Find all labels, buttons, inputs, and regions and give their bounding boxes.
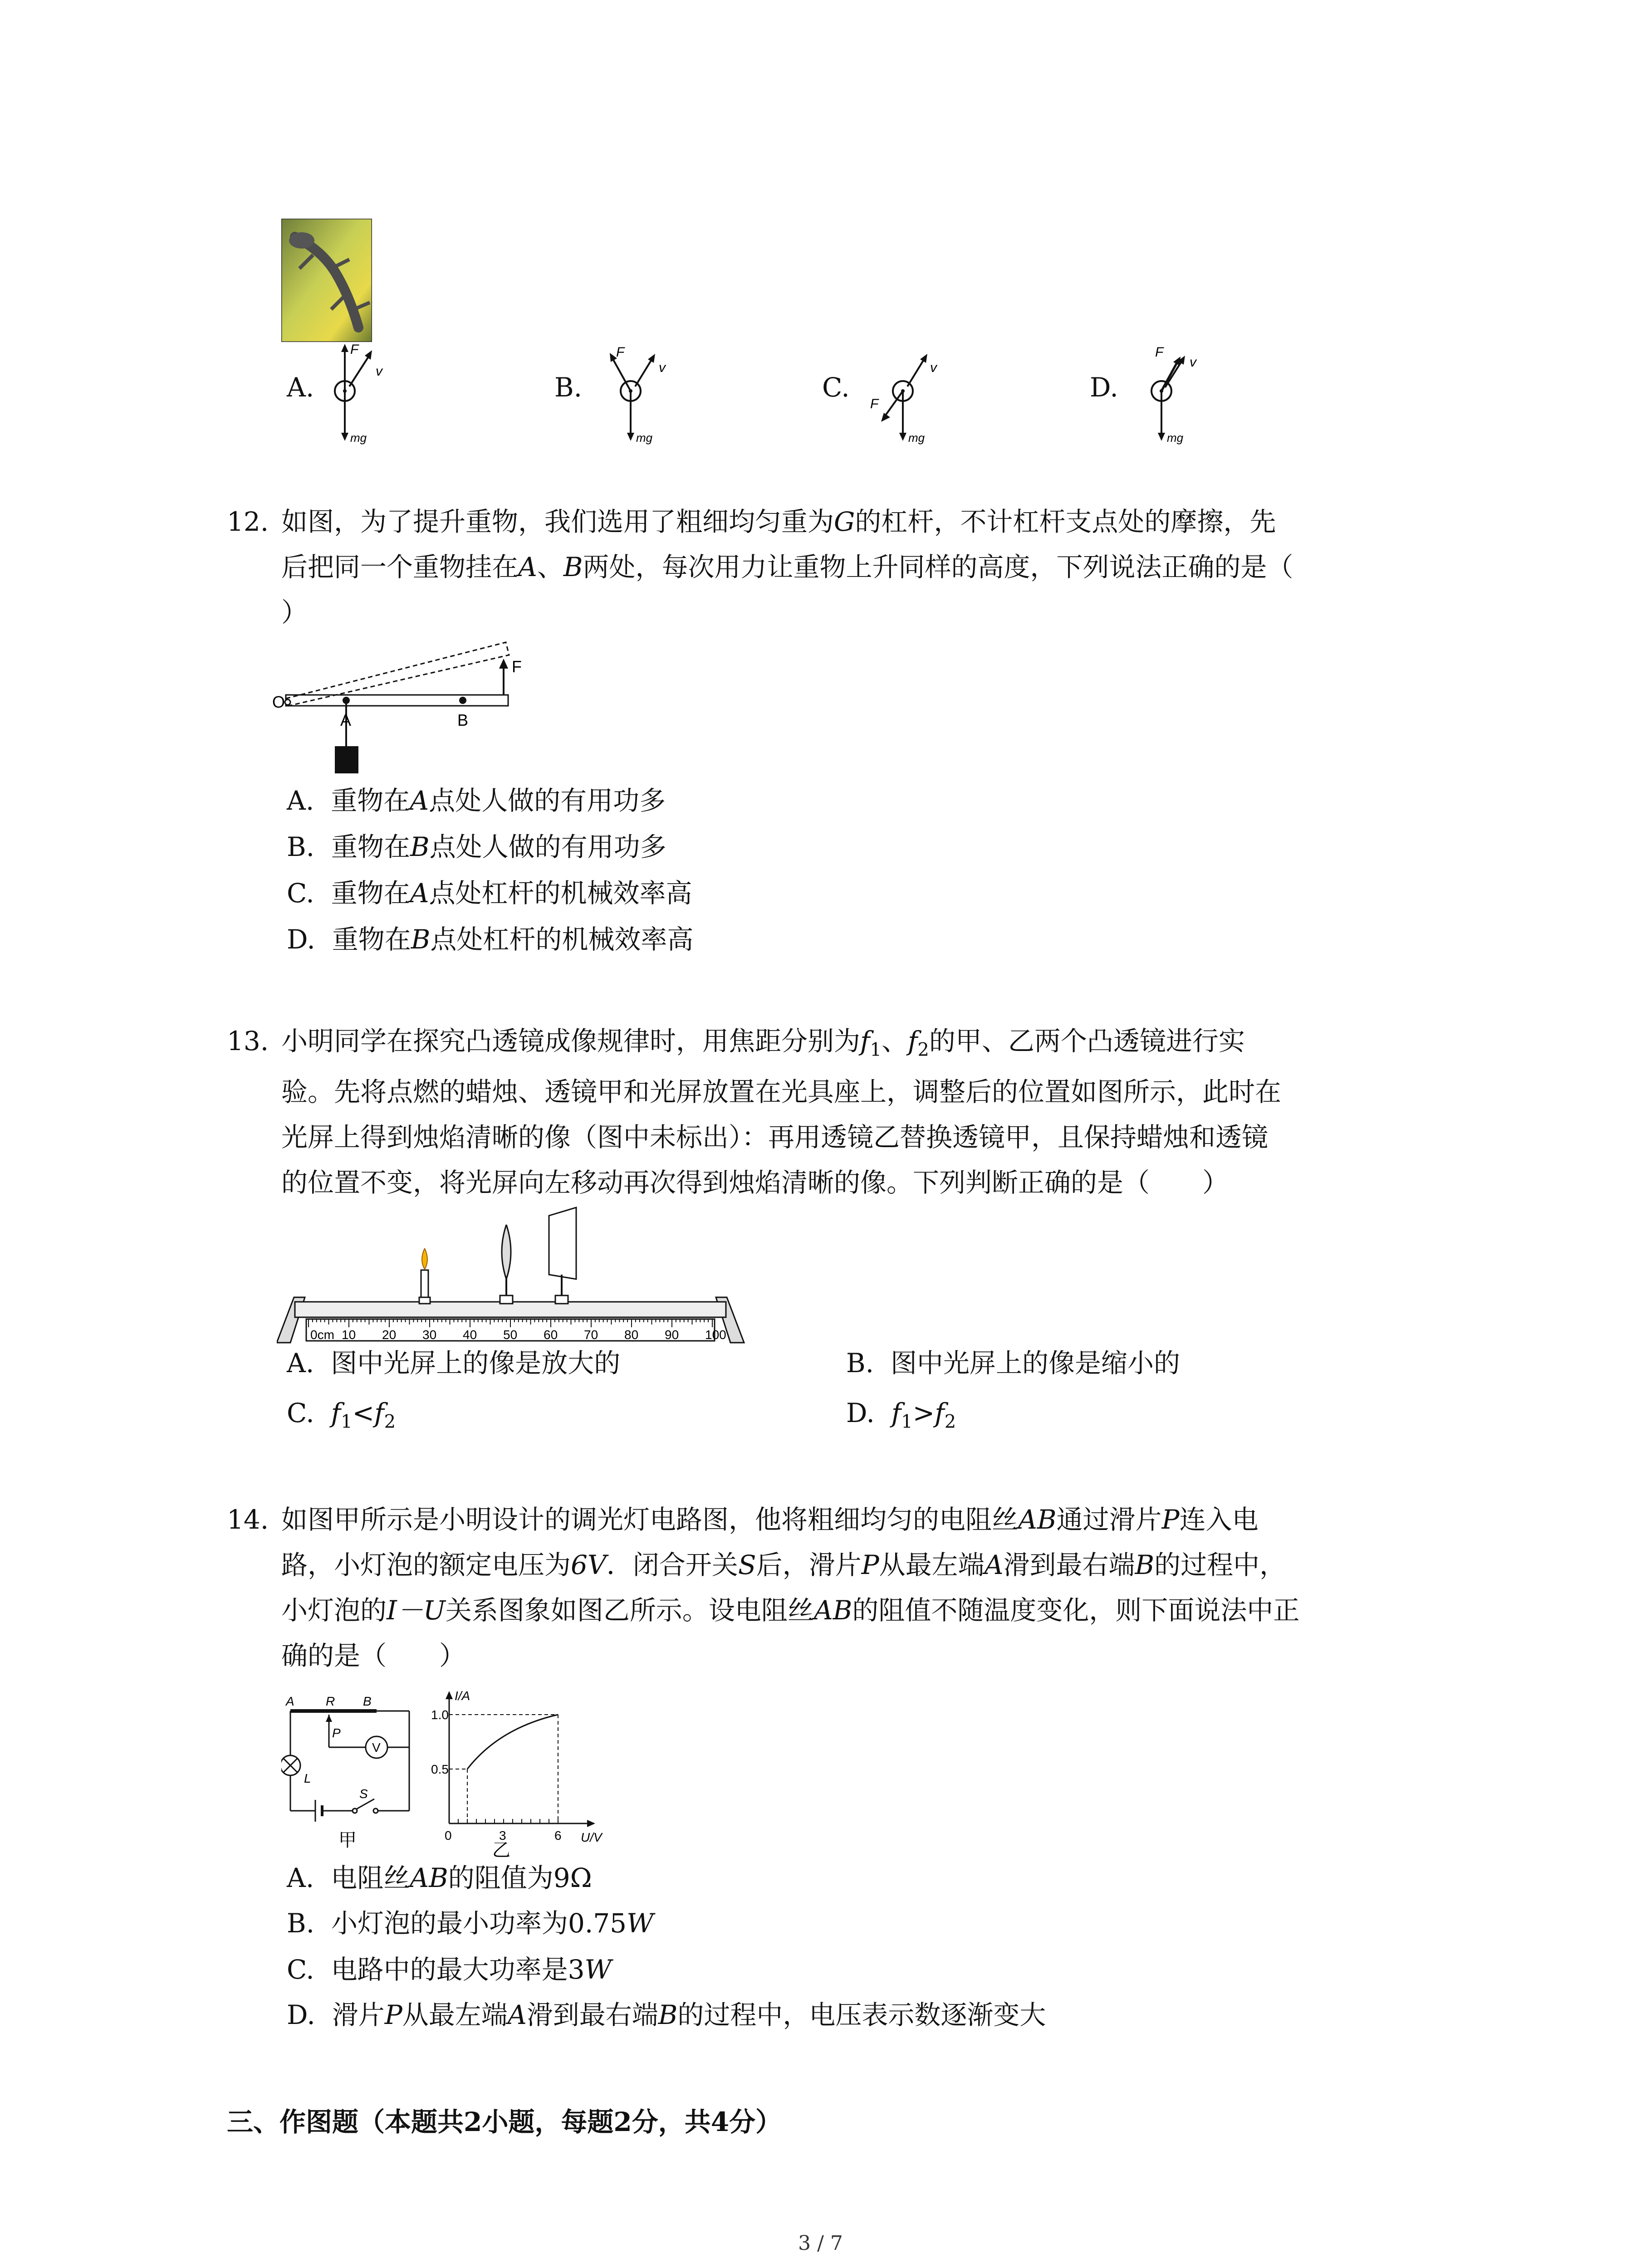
q11-option-a[interactable]	[287, 372, 314, 403]
q13-line-3: 光屏上得到烛焰清晰的像（图中未标出）：再用透镜乙替换透镜甲，且保持蜡烛和透镜	[281, 1122, 1269, 1153]
q14-line-2: 路，小灯泡的额定电压为6V．闭合开关S后，滑片P从最左端A滑到最右端B的过程中，	[281, 1549, 1286, 1580]
q12-line-3: ）	[281, 597, 308, 628]
ruler-label: 50	[503, 1328, 518, 1342]
figure-caption-yi: 乙	[492, 1840, 510, 1860]
q12-line-1: 如图，为了提升重物，我们选用了粗细均匀重为G的杠杆，不计杠杆支点处的摩擦，先	[281, 506, 1276, 537]
ruler-label: 30	[422, 1328, 437, 1342]
figure-caption-jia: 甲	[338, 1830, 357, 1850]
ruler-label: 40	[463, 1328, 477, 1342]
gecko-photo	[281, 219, 372, 342]
slider-label: P	[332, 1726, 341, 1740]
q14-option-b[interactable]: B. 小灯泡的最小功率为0.75W	[287, 1908, 654, 1939]
force-label: F	[512, 657, 522, 676]
q11-figure-a	[327, 340, 399, 445]
q13-line-2: 验。先将点燃的蜡烛、透镜甲和光屏放置在光具座上，调整后的位置如图所示，此时在	[281, 1076, 1282, 1107]
q13-number: 13.	[227, 1026, 269, 1056]
velocity-label: v	[659, 360, 666, 375]
q14-option-c[interactable]: C. 电路中的最大功率是3W	[287, 1954, 612, 1985]
y-axis-label: I/A	[455, 1689, 470, 1703]
ruler-label: 90	[665, 1328, 679, 1342]
x-tick-3: 3	[499, 1828, 506, 1843]
section-3-title: 三、作图题（本题共2小题，每题2分，共4分）	[227, 2107, 782, 2137]
velocity-label: v	[930, 360, 937, 375]
gravity-label: mg	[1167, 431, 1184, 445]
option-letter: B.	[554, 372, 583, 403]
velocity-label: v	[376, 364, 382, 379]
velocity-label: v	[1190, 355, 1196, 370]
ruler-label: 20	[382, 1328, 397, 1342]
q13-option-c[interactable]: C. $f_1<f_2$	[287, 1398, 396, 1432]
q13-line-4: 的位置不变，将光屏向左移动再次得到烛焰清晰的像。下列判断正确的是（ ）	[281, 1167, 1229, 1198]
resistor-label: R	[326, 1694, 335, 1708]
q14-option-d[interactable]: D. 滑片P从最左端A滑到最右端B的过程中，电压表示数逐渐变大	[287, 1999, 1046, 2030]
point-b-label: B	[457, 711, 469, 729]
q11-figure-c	[862, 340, 944, 445]
pivot-label: O	[272, 693, 285, 711]
voltmeter-label: V	[372, 1740, 381, 1755]
q13-line-1: 小明同学在探究凸透镜成像规律时，用焦距分别为$f_1$、$f_2$的甲、乙两个凸透镜进行实	[281, 1026, 1245, 1061]
option-letter: D.	[1090, 372, 1118, 403]
force-label: F	[350, 342, 359, 357]
x-axis-label: U/V	[581, 1830, 602, 1844]
option-letter: C.	[822, 372, 850, 403]
ruler-label: 0cm	[310, 1328, 334, 1342]
q14-line-4: 确的是（ ）	[281, 1640, 466, 1671]
q14-number: 14.	[227, 1504, 269, 1535]
q13-option-a[interactable]: A. 图中光屏上的像是放大的	[287, 1348, 621, 1378]
page-number: 3 / 7	[798, 2232, 843, 2255]
q12-option-a[interactable]: A. 重物在A点处人做的有用功多	[287, 785, 666, 816]
q13-option-d[interactable]: D. $f_1>f_2$	[846, 1398, 956, 1432]
terminal-a-label: A	[286, 1694, 294, 1708]
q12-line-2: 后把同一个重物挂在A、B两处，每次用力让重物上升同样的高度，下列说法正确的是（	[281, 552, 1293, 582]
y-tick-1: 1.0	[431, 1708, 449, 1722]
circuit-diagram	[281, 1692, 431, 1855]
option-letter: A.	[287, 372, 314, 403]
q13-option-b[interactable]: B. 图中光屏上的像是缩小的	[846, 1348, 1180, 1378]
x-tick-6: 6	[554, 1828, 562, 1843]
force-label: F	[1155, 345, 1164, 360]
q11-option-d[interactable]	[1090, 372, 1118, 403]
q12-option-c[interactable]: C. 重物在A点处杠杆的机械效率高	[287, 878, 692, 909]
gravity-label: mg	[636, 431, 653, 445]
ruler-label: 10	[342, 1328, 356, 1342]
ruler-label: 60	[544, 1328, 558, 1342]
gravity-label: mg	[350, 431, 367, 445]
ruler-label: 100	[705, 1328, 726, 1342]
force-label: F	[616, 345, 625, 360]
x-tick-0: 0	[445, 1828, 452, 1843]
ruler-label: 80	[624, 1328, 639, 1342]
switch-label: S	[359, 1787, 368, 1801]
optical-bench	[277, 1207, 758, 1352]
q11-option-c[interactable]	[822, 372, 850, 403]
q14-line-1: 如图甲所示是小明设计的调光灯电路图，他将粗细均匀的电阻丝AB通过滑片P连入电	[281, 1504, 1259, 1535]
point-a-label: A	[340, 711, 352, 729]
q12-number: 12.	[227, 506, 269, 537]
iu-graph	[431, 1687, 603, 1860]
ruler-label: 70	[584, 1328, 598, 1342]
q12-option-d[interactable]: D. 重物在B点处杠杆的机械效率高	[287, 924, 694, 955]
y-tick-05: 0.5	[431, 1762, 449, 1776]
lever-diagram	[272, 635, 526, 785]
q14-line-3: 小灯泡的I－U关系图象如图乙所示。设电阻丝AB的阻值不随温度变化，则下面说法中正	[281, 1595, 1300, 1626]
q11-option-b[interactable]	[554, 372, 582, 403]
lamp-label: L	[304, 1771, 311, 1785]
q11-figure-b	[594, 340, 676, 445]
gravity-label: mg	[908, 431, 925, 445]
q11-figure-d	[1130, 340, 1211, 445]
q14-option-a[interactable]: A. 电阻丝AB的阻值为9Ω	[287, 1862, 592, 1893]
force-label: F	[870, 396, 879, 411]
q12-option-b[interactable]: B. 重物在B点处人做的有用功多	[287, 831, 666, 862]
terminal-b-label: B	[363, 1694, 372, 1708]
